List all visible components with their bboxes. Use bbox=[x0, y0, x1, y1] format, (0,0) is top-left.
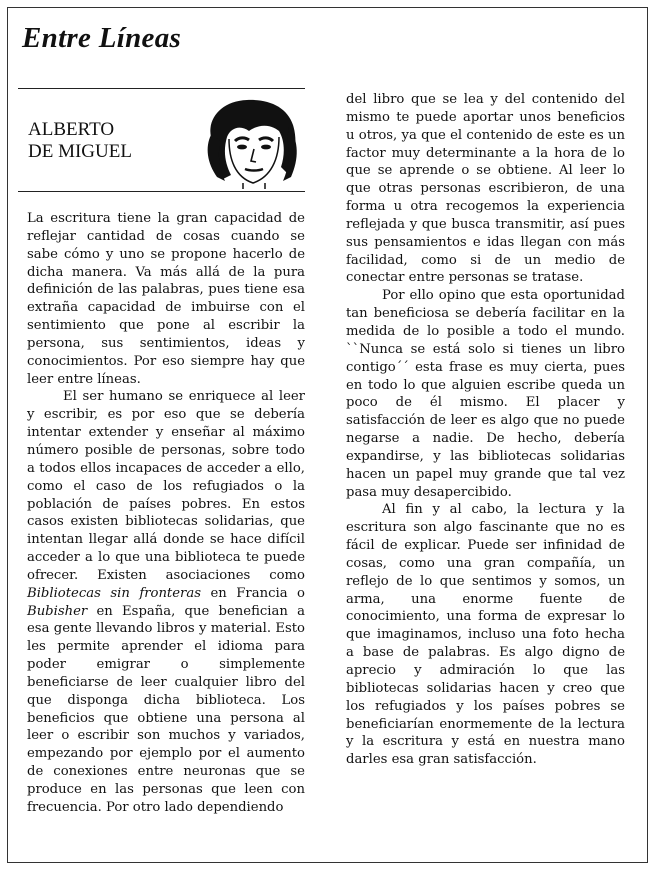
author-portrait-icon bbox=[203, 97, 301, 189]
article-left-column bbox=[27, 210, 305, 817]
author-bottom-rule bbox=[18, 191, 305, 192]
paragraph-2-text-c: en España, que benefician a esa gente llevando libros y material. Esto les permite aprender el idioma para poder emigrar o simplemente beneficiarse de leer cualquier libro del que disponga dicha biblioteca. Los beneficios que obtiene una persona al leer o escribir son muchos y variados, empezando por ejemplo por el aumento de conexiones entre neuronas que se produce en las personas que leen con frecuencia. Por otro lado dependiendo bbox=[27, 603, 305, 815]
author-name bbox=[28, 119, 132, 163]
paragraph-2-text-b: en Francia o bbox=[210, 585, 305, 601]
author-last-name: DE MIGUEL bbox=[28, 141, 132, 162]
author-top-rule bbox=[18, 88, 305, 89]
column-title: Entre Líneas bbox=[22, 22, 182, 54]
paragraph-4: Al fin y al cabo, la lectura y la escritura son algo fascinante que no es fácil de explicar. Puede ser infinidad de cosas, como una gran compañía, un reflejo de lo que sentimos y somos, un arma, una enorme fuente de conocimiento, una forma de expresar lo que imaginamos, incluso una foto hecha a base de palabras. Es algo digno de aprecio y admiración lo que las bibliotecas solidarias hacen y creo que los refugiados y los países pobres se beneficiarían enormemente de la lectura y la escritura y está en nuestra mano darles esa gran satisfacción. bbox=[346, 502, 625, 768]
organization-name-1: Bibliotecas sin fronteras bbox=[27, 585, 201, 601]
paragraph-2-text-a: El ser humano se enriquece al leer y escribir, es por eso que se debería intentar extender y enseñar al máximo número posible de personas, sobre todo a todos ellos incapaces de acceder a ello, como el caso de los refugiados o la población de países pobres. En estos casos existen bibliotecas solidarias, que intentan llegar allá donde se hace difícil acceder a lo que una biblioteca te puede ofrecer. Existen asociaciones como bbox=[27, 389, 305, 583]
author-first-name: ALBERTO bbox=[28, 119, 115, 140]
paragraph-1: La escritura tiene la gran capacidad de reflejar cantidad de cosas cuando se sabe cómo y uno se propone hacerlo de dicha manera. Va más allá de la pura definición de las palabras, pues tiene esa extraña capacidad de imbuirse con el sentimiento que pone al escribir la persona, sus sentimientos, ideas y conocimientos. Por eso siempre hay que leer entre líneas. bbox=[27, 211, 305, 387]
paragraph-2-continued: del libro que se lea y del contenido del mismo te puede aportar unos beneficios u otros, ya que el contenido de este es un factor muy determinante a la hora de lo que se aprende o se obtiene. Al leer lo que otras personas escribieron, de una forma u otra recogemos la experiencia reflejada y que busca transmitir, así pues sus pensamientos e idas llegan con más facilidad, como si de un medio de conectar entre personas se tratase. bbox=[346, 92, 625, 286]
paragraph-2 bbox=[27, 388, 305, 816]
organization-name-2: Bubisher bbox=[27, 603, 88, 619]
article-right-column bbox=[346, 91, 625, 769]
paragraph-3: Por ello opino que esta oportunidad tan beneficiosa se debería facilitar en la medida de lo posible a todo el mundo. ``Nunca se está solo si tienes un libro contigo´´ esta frase es muy cierta, pues en todo lo que alguien escribe queda un poco de él mismo. El placer y satisfacción de leer es algo que no puede negarse a nadie. De hecho, debería expandirse, y las bibliotecas solidarias hacen un papel muy grande que tal vez pasa muy desapercibido. bbox=[346, 288, 625, 500]
